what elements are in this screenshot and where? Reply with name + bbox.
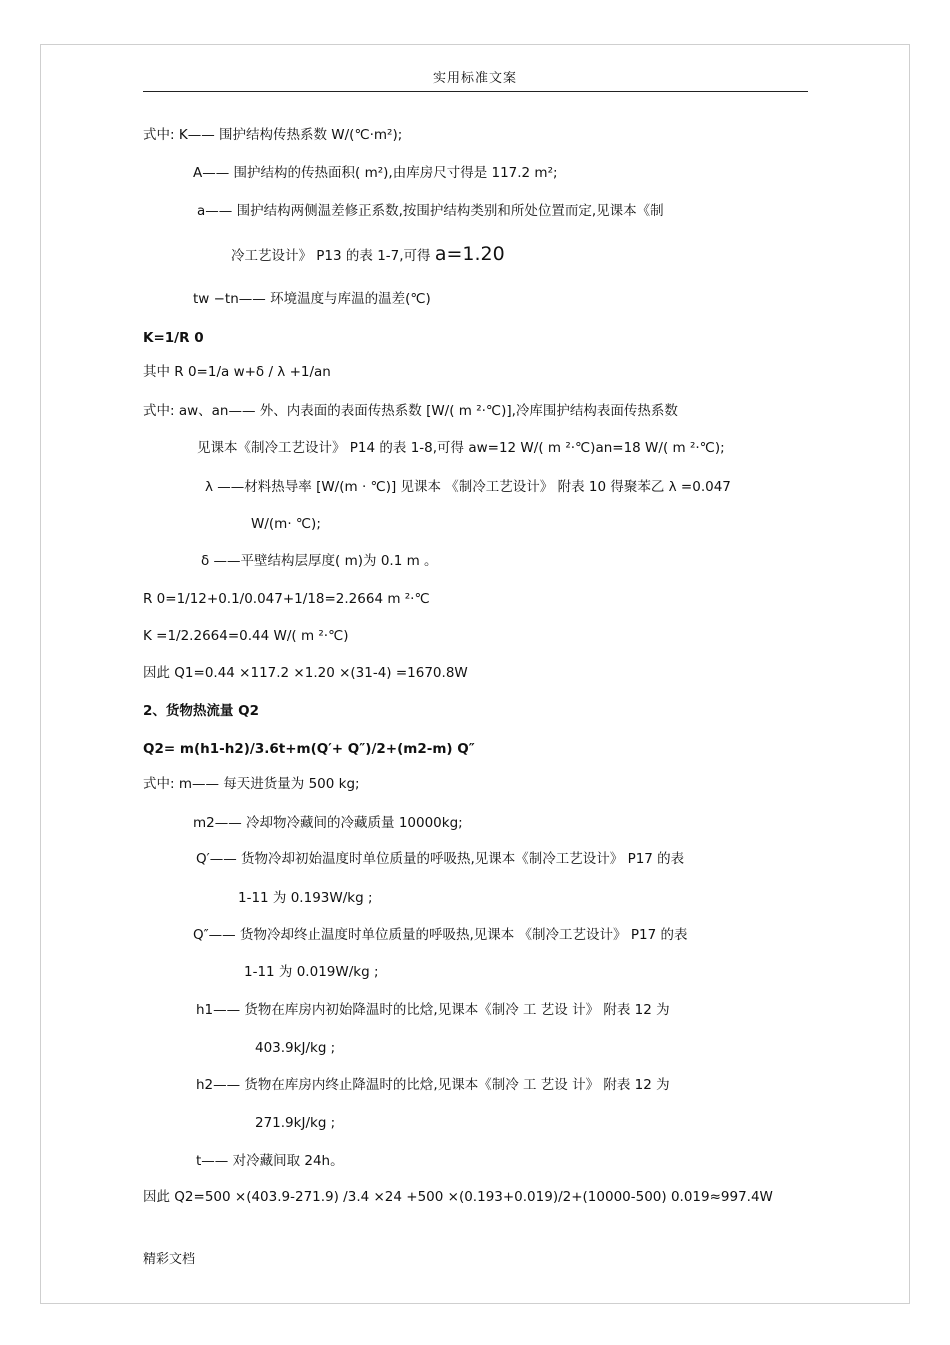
- text-line: Q′—— 货物冷却初始温度时单位质量的呼吸热,见课本《制冷工艺设计》 P17 的表: [196, 851, 685, 867]
- text-span: 冷工艺设计》 P13 的表 1-7,可得: [231, 248, 431, 264]
- text-line: K =1/2.2664=0.44 W/( m ²·℃): [143, 628, 349, 644]
- text-line: W/(m· ℃);: [251, 516, 321, 532]
- text-line: R 0=1/12+0.1/0.047+1/18=2.2664 m ²·℃: [143, 591, 430, 607]
- text-line: m2—— 冷却物冷藏间的冷藏质量 10000kg;: [193, 815, 463, 831]
- text-line: 式中: K—— 围护结构传热系数 W/(℃·m²);: [143, 127, 403, 143]
- text-line: 因此 Q1=0.44 ×117.2 ×1.20 ×(31-4) =1670.8W: [143, 665, 468, 681]
- section-heading: 2、货物热流量 Q2: [143, 703, 259, 719]
- text-line: h1—— 货物在库房内初始降温时的比焓,见课本《制冷 工 艺设 计》 附表 12 为: [196, 1002, 670, 1018]
- header-rule: [143, 91, 808, 92]
- text-line: [231, 245, 505, 265]
- text-line: h2—— 货物在库房内终止降温时的比焓,见课本《制冷 工 艺设 计》 附表 12 为: [196, 1077, 670, 1093]
- text-line: Q″—— 货物冷却终止温度时单位质量的呼吸热,见课本 《制冷工艺设计》 P17 的表: [193, 927, 688, 943]
- page-footer: 精彩文档: [143, 1252, 196, 1267]
- text-line: 271.9kJ/kg ;: [255, 1115, 336, 1131]
- text-line: 见课本《制冷工艺设计》 P14 的表 1-8,可得 aw=12 W/( m ²·℃)an=18 W/( m ²·℃);: [197, 440, 725, 456]
- text-line: t—— 对冷藏间取 24h。: [196, 1153, 344, 1169]
- text-line: a—— 围护结构两侧温差修正系数,按围护结构类别和所处位置而定,见课本《制: [197, 203, 664, 219]
- result-value: a=1.20: [434, 243, 505, 265]
- page-header: 实用标准文案: [432, 71, 517, 86]
- text-line: λ ——材料热导率 [W/(m · ℃)] 见课本 《制冷工艺设计》 附表 10 得聚苯乙 λ =0.047: [205, 479, 731, 495]
- text-line: 式中: m—— 每天进货量为 500 kg;: [143, 776, 360, 792]
- text-line: δ ——平壁结构层厚度( m)为 0.1 m 。: [201, 553, 438, 569]
- text-line: 式中: aw、an—— 外、内表面的表面传热系数 [W/( m ²·℃)],冷库围护结构表面传热系数: [143, 403, 678, 419]
- text-line: 其中 R 0=1/a w+δ / λ +1/an: [143, 364, 331, 380]
- text-line: 403.9kJ/kg ;: [255, 1040, 336, 1056]
- text-line: 因此 Q2=500 ×(403.9-271.9) /3.4 ×24 +500 ×(0.193+0.019)/2+(10000-500) 0.019≈997.4W: [143, 1189, 773, 1205]
- text-line: tw −tn—— 环境温度与库温的温差(℃): [193, 291, 431, 307]
- text-line: 1-11 为 0.019W/kg ;: [244, 964, 379, 980]
- text-line: 1-11 为 0.193W/kg ;: [238, 890, 373, 906]
- formula-line: Q2= m(h1-h2)/3.6t+m(Q′+ Q″)/2+(m2-m) Q″: [143, 741, 475, 757]
- formula-line: K=1/R 0: [143, 330, 204, 346]
- text-line: A—— 围护结构的传热面积( m²),由库房尺寸得是 117.2 m²;: [193, 165, 558, 181]
